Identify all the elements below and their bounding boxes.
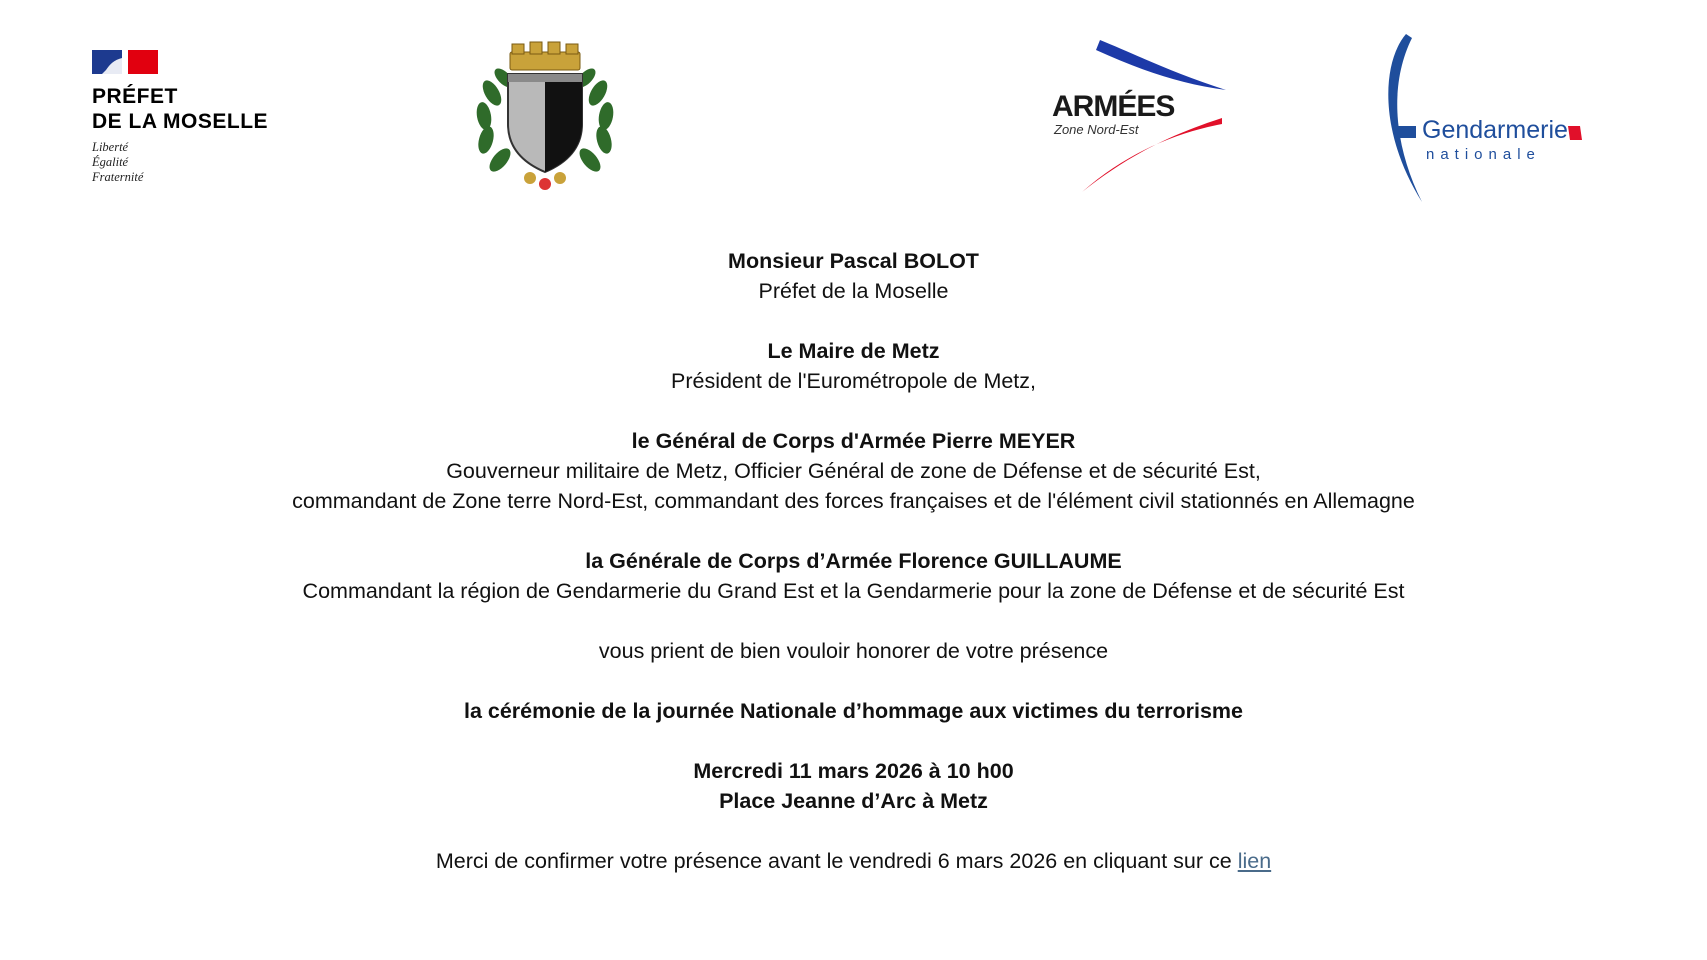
metz-coat-of-arms-icon — [470, 38, 620, 194]
prefet-line1: PRÉFET — [92, 85, 178, 108]
host3-name: le Général de Corps d'Armée Pierre MEYER — [631, 429, 1076, 453]
motto-fraternite: Fraternité — [92, 170, 144, 184]
armees-title: ARMÉES — [1052, 90, 1175, 123]
invitation-request: vous prient de bien vouloir honorer de votre présence — [598, 639, 1109, 663]
rsvp-line — [0, 846, 1707, 876]
gendarmerie-nationale-logo — [1380, 32, 1590, 204]
motto-egalite: Égalité — [92, 155, 129, 169]
host1-name: Monsieur Pascal BOLOT — [728, 249, 979, 273]
gendarmerie-title: Gendarmerie — [1422, 116, 1568, 144]
invitation-body — [0, 246, 1707, 876]
prefet-line2: DE LA MOSELLE — [92, 110, 269, 133]
rsvp-text: Merci de confirmer votre présence avant le vendredi 6 mars 2026 en cliquant sur ce — [435, 849, 1238, 873]
host2-title: Président de l'Eurométropole de Metz, — [670, 369, 1037, 393]
armees-zone: Zone Nord-Est — [1054, 122, 1139, 137]
host4-title: Commandant la région de Gendarmerie du Grand Est et la Gendarmerie pour la zone de Défense et de sécurité Est — [302, 579, 1405, 603]
host4-name: la Générale de Corps d’Armée Florence GUILLAUME — [585, 549, 1122, 573]
rsvp-link[interactable]: lien — [1237, 849, 1272, 873]
gendarmerie-sub: nationale — [1426, 146, 1541, 163]
motto-liberte: Liberté — [92, 140, 129, 154]
armees-zone-nord-est-logo — [1040, 32, 1230, 200]
event-date: Mercredi 11 mars 2026 à 10 h00 — [693, 759, 1014, 783]
host3-title-line1: Gouverneur militaire de Metz, Officier Général de zone de Défense et de sécurité Est, — [446, 459, 1261, 483]
event-title: la cérémonie de la journée Nationale d’hommage aux victimes du terrorisme — [463, 699, 1244, 723]
republic-motto — [92, 140, 292, 185]
prefet-moselle-logo — [92, 50, 292, 200]
event-place: Place Jeanne d’Arc à Metz — [719, 789, 988, 813]
marianne-flag-icon — [92, 50, 158, 74]
host1-title: Préfet de la Moselle — [758, 279, 949, 303]
host3-title-line2: commandant de Zone terre Nord-Est, commandant des forces françaises et de l'élément civil stationnés en Allemagne — [292, 489, 1415, 513]
host2-name: Le Maire de Metz — [767, 339, 940, 363]
